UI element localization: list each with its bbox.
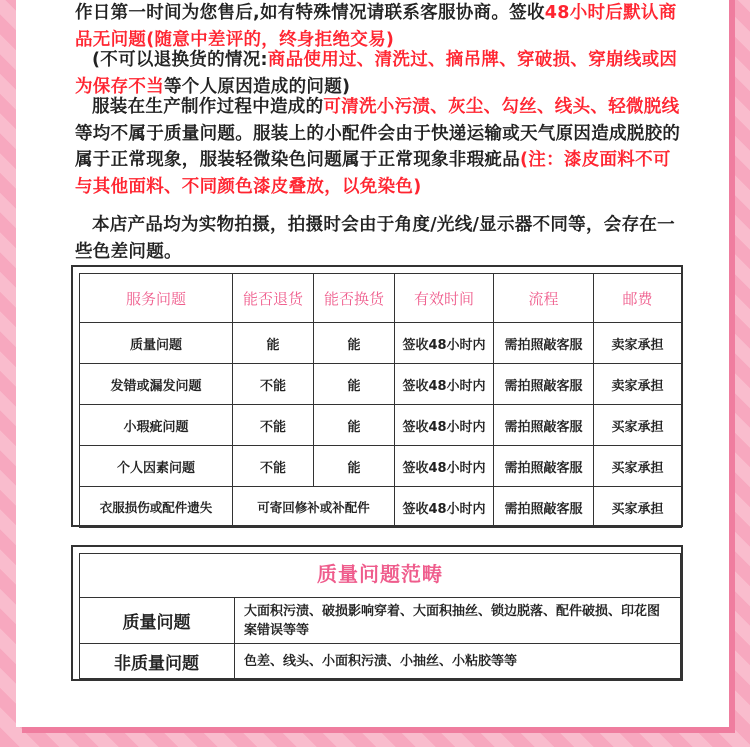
table-row — [80, 446, 682, 487]
header-cell: 能否退货 — [233, 274, 314, 323]
table-cell: 需拍照敲客服 — [494, 405, 594, 446]
quality-description: 大面积污渍、破损影响穿着、大面积抽丝、锁边脱落、配件破损、印花图案错误等等 — [244, 603, 661, 638]
table-cell: 能 — [233, 323, 314, 364]
quality-label: 质量问题 — [79, 598, 235, 643]
table-cell: 卖家承担 — [594, 364, 682, 405]
patent-leather-note: (注：漆皮面料不可与其他面料、不同颜色漆皮叠放，以免染色) — [75, 150, 671, 197]
table-row — [80, 405, 682, 446]
table-cell: 买家承担 — [594, 446, 682, 487]
non-quality-description: 色差、线头、小面积污渍、小抽丝、小粘胶等等 — [244, 654, 518, 669]
table-cell: 衣服损伤或配件遗失 — [80, 487, 233, 528]
table-cell: 能 — [314, 323, 395, 364]
after-sales-highlight: 48小时后默认商品无问题 — [75, 3, 677, 50]
table-cell: 买家承担 — [594, 405, 682, 446]
table-cell: 发错或漏发问题 — [80, 364, 233, 405]
table-cell: 签收48小时内 — [395, 446, 494, 487]
quality-row — [79, 597, 681, 643]
table-cell: 需拍照敲客服 — [494, 487, 594, 528]
production-lead: 服装在生产制作过程中造成的 — [92, 97, 324, 117]
table-cell: 签收48小时内 — [395, 364, 494, 405]
no-return-cases: 商品使用过、清洗过、摘吊牌、穿破损、穿崩线或因为保存不当 — [75, 50, 678, 97]
table-cell: 能 — [314, 446, 395, 487]
no-return-lead: (不可以退换货的情况: — [92, 50, 268, 70]
paragraph-no-return — [75, 47, 685, 100]
table-cell: 需拍照敲客服 — [494, 446, 594, 487]
paragraph-photo — [75, 212, 685, 265]
table-cell: 买家承担 — [594, 487, 682, 528]
photo-color-note: 本店产品均为实物拍摄，拍摄时会由于角度/光线/显示器不同等，会存在一些色差问题。 — [75, 215, 675, 262]
table-row — [80, 323, 682, 364]
bad-review-warning: (随意中差评的，终身拒绝交易) — [146, 29, 395, 50]
table-cell: 需拍照敲客服 — [494, 364, 594, 405]
service-table — [79, 273, 682, 528]
header-cell: 有效时间 — [395, 274, 494, 323]
table-cell: 不能 — [233, 364, 314, 405]
table-cell: 个人因素问题 — [80, 446, 233, 487]
paragraph-after-sales — [75, 0, 685, 53]
table-cell: 需拍照敲客服 — [494, 323, 594, 364]
table-cell-merged: 可寄回修补或补配件 — [233, 487, 395, 528]
table-row — [80, 364, 682, 405]
after-sales-text: 作日第一时间为您售后,如有特殊情况请联系客服协商。签收 — [75, 3, 545, 23]
table-cell: 能 — [314, 405, 395, 446]
table-cell: 签收48小时内 — [395, 323, 494, 364]
table-cell: 不能 — [233, 405, 314, 446]
non-quality-label: 非质量问题 — [79, 644, 235, 679]
header-cell: 服务问题 — [80, 274, 233, 323]
table-cell: 签收48小时内 — [395, 487, 494, 528]
header-cell: 能否换货 — [314, 274, 395, 323]
table-row — [80, 487, 682, 528]
table-cell: 能 — [314, 364, 395, 405]
table-cell: 签收48小时内 — [395, 405, 494, 446]
service-table-header — [80, 274, 682, 323]
paragraph-production — [75, 94, 685, 200]
quality-scope-title: 质量问题范畴 — [317, 562, 443, 586]
table-cell: 质量问题 — [80, 323, 233, 364]
production-body: 等均不属于质量问题。服装上的小配件会由于快递运输或天气原因造成脱胶的属于正常现象，服装轻微染色问题属于正常现象非瑕疵品 — [75, 123, 681, 170]
header-cell: 流程 — [494, 274, 594, 323]
table-cell: 小瑕疵问题 — [80, 405, 233, 446]
no-return-tail: 等个人原因造成的问题) — [164, 76, 351, 97]
table-cell: 不能 — [233, 446, 314, 487]
header-cell: 邮费 — [594, 274, 682, 323]
production-defects: 可清洗小污渍、灰尘、勾丝、线头、轻微脱线 — [323, 97, 680, 117]
table-cell: 卖家承担 — [594, 323, 682, 364]
non-quality-row — [79, 643, 681, 679]
